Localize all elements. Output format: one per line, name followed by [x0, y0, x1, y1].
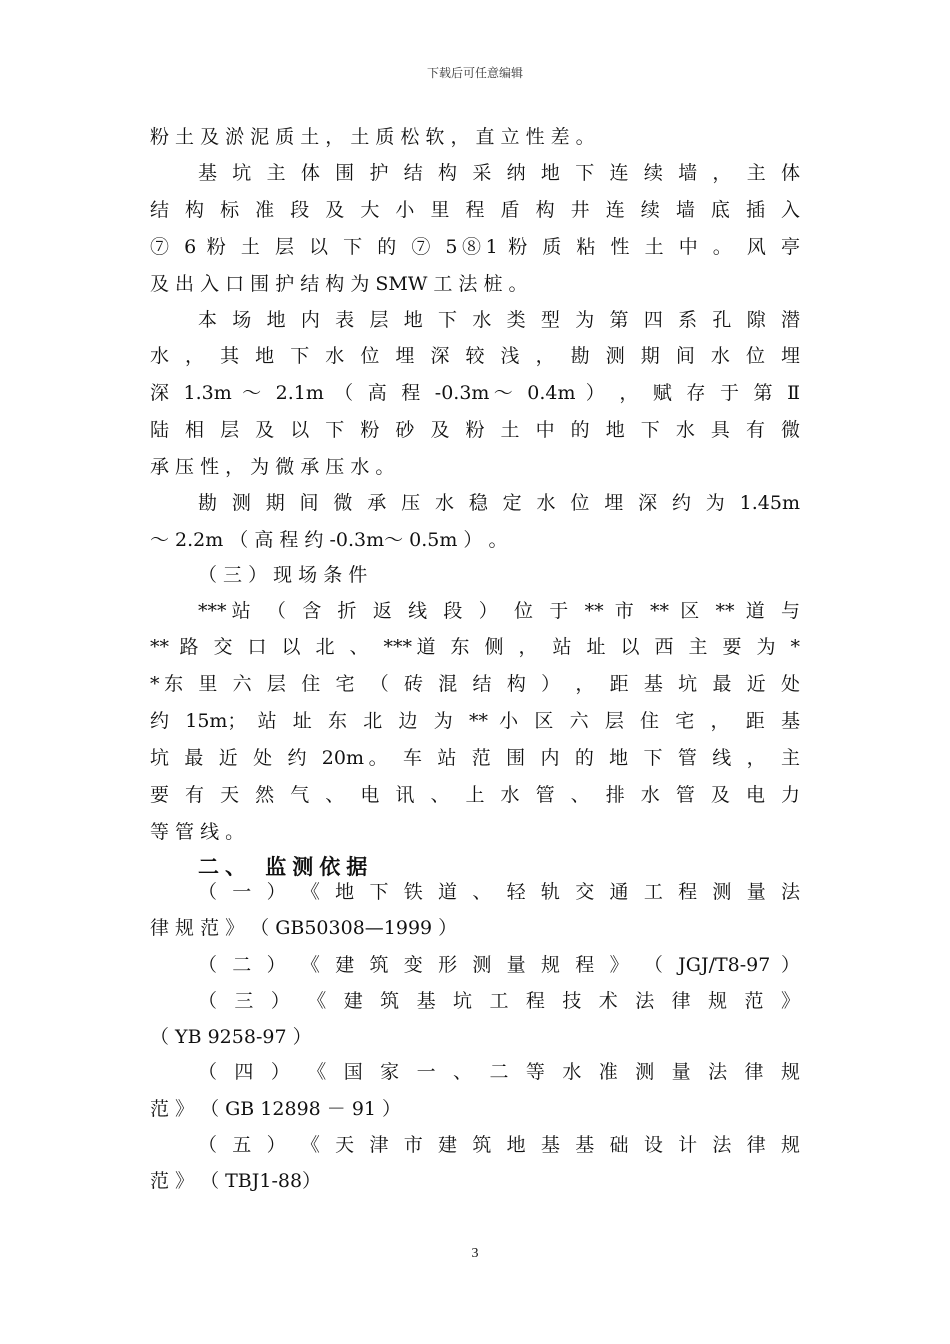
- paragraph-line: ⑦ 6 粉 土 层 以 下 的 ⑦ 5⑧1 粉 质 粘 性 土 中 。 风 亭: [150, 236, 800, 258]
- paragraph-line: （ 三 ） 现 场 条 件: [198, 564, 368, 586]
- paragraph-line: 要 有 天 然 气 、 电 讯 、 上 水 管 、 排 水 管 及 电 力: [150, 784, 800, 806]
- paragraph-line: 约 15m； 站 址 东 北 边 为 ** 小 区 六 层 住 宅 ， 距 基: [150, 710, 800, 732]
- paragraph-line: ～ 2.2m （ 高 程 约 -0.3m～ 0.5m ） 。: [150, 529, 508, 551]
- reference-line: 范 》 （ GB 12898 － 91 ）: [150, 1098, 402, 1120]
- paragraph-line: 基 坑 主 体 围 护 结 构 采 纳 地 下 连 续 墙 ， 主 体: [198, 162, 800, 184]
- reference-line: （ 四 ） 《 国 家 一 、 二 等 水 准 测 量 法 律 规: [198, 1061, 800, 1083]
- reference-line: （ 一 ） 《 地 下 铁 道 、 轻 轨 交 通 工 程 测 量 法: [198, 881, 800, 903]
- page-header: 下载后可任意编辑: [426, 66, 523, 80]
- paragraph-line: 结 构 标 准 段 及 大 小 里 程 盾 构 井 连 续 墙 底 插 入: [150, 199, 800, 221]
- paragraph-line: ** 路 交 口 以 北 、 ***道 东 侧 ， 站 址 以 西 主 要 为 *: [150, 636, 800, 658]
- paragraph-line: *东 里 六 层 住 宅 （ 砖 混 结 构 ） ， 距 基 坑 最 近 处: [150, 673, 800, 695]
- paragraph-line: 水 ， 其 地 下 水 位 埋 深 较 浅 ， 勘 测 期 间 水 位 埋: [150, 345, 800, 367]
- paragraph-line: 等 管 线 。: [150, 821, 245, 843]
- paragraph-line: 勘 测 期 间 微 承 压 水 稳 定 水 位 埋 深 约 为 1.45m: [198, 492, 800, 514]
- reference-line: （ YB 9258-97 ）: [150, 1026, 312, 1048]
- reference-line: （ 三 ） 《 建 筑 基 坑 工 程 技 术 法 律 规 范 》: [198, 990, 800, 1012]
- paragraph-line: 陆 相 层 及 以 下 粉 砂 及 粉 土 中 的 地 下 水 具 有 微: [150, 419, 800, 441]
- page-number: 3: [471, 1246, 479, 1261]
- paragraph-line: 本 场 地 内 表 层 地 下 水 类 型 为 第 四 系 孔 隙 潜: [198, 309, 800, 331]
- paragraph-line: ***站 （ 含 折 返 线 段 ） 位 于 ** 市 ** 区 ** 道 与: [198, 600, 800, 622]
- reference-line: 范 》 （ TBJ1-88）: [150, 1170, 322, 1192]
- paragraph-line: 深 1.3m ～ 2.1m （ 高 程 -0.3m～ 0.4m ） ， 赋 存 于 第 Ⅱ: [150, 382, 800, 404]
- reference-line: 律 规 范 》 （ GB50308—1999 ）: [150, 917, 458, 939]
- paragraph-line: 及 出 入 口 围 护 结 构 为 SMW 工 法 桩 。: [150, 273, 528, 295]
- reference-line: （ 五 ） 《 天 津 市 建 筑 地 基 基 础 设 计 法 律 规: [198, 1134, 800, 1156]
- paragraph-line: 承 压 性 ， 为 微 承 压 水 。: [150, 456, 395, 478]
- reference-line: （ 二 ） 《 建 筑 变 形 测 量 规 程 》 （ JGJ/T8-97 ）: [198, 954, 800, 976]
- section-heading: 二、 监测依据: [198, 854, 374, 879]
- paragraph-line: 坑 最 近 处 约 20m。 车 站 范 围 内 的 地 下 管 线 ， 主: [150, 747, 800, 769]
- paragraph-line: 粉 土 及 淤 泥 质 土 ， 土 质 松 软 ， 直 立 性 差 。: [150, 126, 595, 148]
